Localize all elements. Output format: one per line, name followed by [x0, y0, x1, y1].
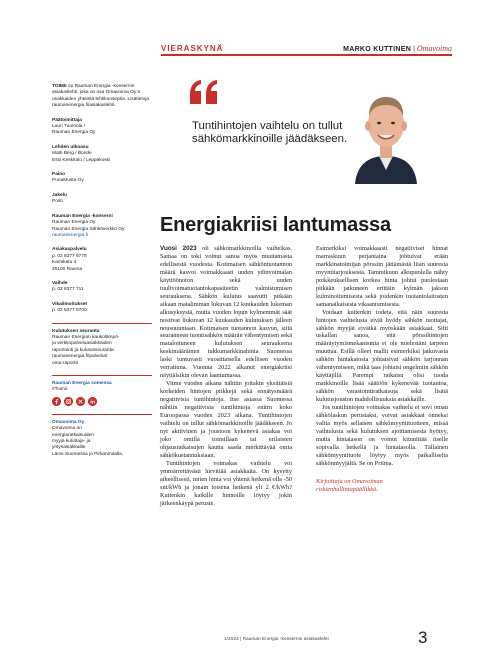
- article-lead-words: Vuosi 2023: [160, 245, 197, 252]
- linkedin-icon[interactable]: [88, 397, 97, 406]
- article-paragraph: Esimerkiksi voimakkaasti negatiiviset hinnat marraskuun perjantaina johtuivat erään markkinatoimijan pörssiin jättämästä liian suuresta myyntitarjouksesta. Tammikuun alkupuolella nähty poikkeuksellisen korkea hinta johtui puolestaan pitkään jatkuneen erittäin kylmän jakson kulminoitumisesta sekä joidenkin tuotantolaitosten samanaikaisesta vikaantumisesta.: [316, 245, 448, 308]
- intro-bold: TOIMII: [52, 84, 67, 89]
- sidebar-switchboard: [52, 281, 152, 294]
- sidebar-editor: [52, 118, 152, 137]
- omavoima-heading: Omavoima Oy: [52, 419, 85, 425]
- omavoima-line: yritysasiakkaille: [52, 445, 86, 451]
- page-number: 3: [418, 628, 428, 647]
- switchboard-line: p. 02 8377 711: [52, 287, 84, 293]
- instagram-icon[interactable]: [64, 397, 73, 406]
- editor-heading: Päätoimittaja: [52, 117, 82, 123]
- article-column-right: [316, 245, 448, 494]
- sidebar-omavoima: [52, 420, 152, 458]
- signature-line: Kirjoittaja on Omavoiman: [316, 477, 383, 485]
- social-heading: Rauman Energia somessa: [52, 381, 112, 386]
- author-header: [343, 44, 452, 53]
- author-signature: [316, 478, 448, 494]
- sidebar-divider: [52, 414, 152, 415]
- layout-line: Matti Berg / Bonde: [52, 151, 92, 157]
- article-paragraph: Viime vuoden aikana nähtiin joitakin yksittäisiä korkeiden hintojen piikkejä sekä ennätysmäärä negatiivisia tuntihintoja. Itse asiassa Suomessa nähtiin negatiivisia tuntihintoja enitrn koko Euroopassa vuoden 2023 aikana. Tuntihintojen vaihtelu on tullut sähkömarkkinoille jäädäkseen. Jo nyt aktiivinen ja joustoon kykenevä asiakas voi jokо omilla toimillaan tai erilaisten ohjausratkaisujen kautta saada merkittävää omia sähkökustannuksiaan.: [160, 380, 292, 459]
- omavoima-line: energiaratkaisuiden: [52, 432, 94, 438]
- sidebar-fault-reports: [52, 302, 152, 315]
- author-photo: [349, 78, 423, 184]
- section-label: VIERASKYNÄ: [161, 44, 224, 53]
- signature-line: riskienhallintapäällikkö.: [316, 485, 378, 493]
- group-website-link[interactable]: raumanenergia.fi: [52, 232, 88, 238]
- sidebar-print: [52, 172, 152, 185]
- print-line: PunaMusta Oy: [52, 178, 84, 184]
- sidebar-customer-service: [52, 247, 152, 273]
- customer-service-heading: Asiakaspalvelu: [52, 247, 87, 253]
- tracking-line: raportointi ja kulutusseuranta:: [52, 347, 115, 353]
- tracking-line: oma-raportit: [52, 360, 78, 366]
- fault-reports-heading: Vikailmoitukset: [52, 301, 88, 307]
- article-paragraph: Tuntihintojen voimakas vaihtelu voi ymmärrettävästi hirvittää asiakkaita. On kysytty aiheellisesti, miten hinta voi yhtenä hetkenä olla -50 snt/kWh ja jonain toisena hetkenä yli 2 €/kWh? Kuitenkin kaikille hinnoille löytyy jokin järkeenkäypä peruste.: [160, 459, 292, 507]
- sidebar-divider: [52, 375, 152, 376]
- sidebar: [52, 84, 152, 466]
- distribution-heading: Jakelu: [52, 192, 67, 198]
- tracking-line: Rauman Energian kaukolämpö-: [52, 334, 120, 340]
- article-column-left: [160, 245, 292, 507]
- customer-service-line: 26100 Rauma: [52, 266, 83, 272]
- distribution-line: Posti: [52, 199, 63, 205]
- switchboard-heading: Vaihde: [52, 280, 68, 286]
- layout-heading: Lehden ulkoasu: [52, 144, 89, 150]
- sidebar-divider: [52, 323, 152, 324]
- sidebar-social: [52, 381, 152, 406]
- pull-quote: Tuntihintojen vaihtelu on tullut sähkömarkkinoille jäädäkseen.: [192, 120, 348, 145]
- editor-line: Rauman Energia Oy: [52, 130, 96, 136]
- header-rule: [161, 54, 452, 56]
- omavoima-line: Omavoima on: [52, 426, 82, 432]
- layout-line: Essi Keskitalo / Leppäkoski: [52, 157, 111, 163]
- sidebar-distribution: [52, 193, 152, 206]
- facebook-icon[interactable]: [52, 397, 61, 406]
- customer-service-line: p. 02 8377 8778: [52, 253, 87, 259]
- footer-text: 1/2024 | Rauman Energia -konsernin asiakaslehti: [224, 637, 329, 642]
- author-name: MARKO KUTTINEN: [343, 46, 412, 53]
- editor-line: Lauri Tuomola /: [52, 124, 86, 130]
- group-line: Rauman Energia Oy: [52, 220, 96, 226]
- article-title: Energiakriisi lantumassa: [160, 214, 391, 236]
- tracking-line: raumanenergia.fi/palvelut/: [52, 354, 108, 360]
- column-name: Omavoima: [416, 44, 452, 53]
- group-line: Rauman Energia Sähköverkko Oy: [52, 226, 125, 232]
- sidebar-group: [52, 214, 152, 240]
- article-paragraph: Voidaan kuitenkin todeta, että näin suuresta hintojen vaihtelusta eivät hyödy sähkön tuottajat, sähkön myyjät eivätkä myöskään asiakkaat. Silti uskallan sanoa, että pörssihintojen määräytymismekanismia ei ole mielestäni tarpeen muuttaa. Esillä olleet mallit esimerkiksi jatkuvasta sähkön hintakatosta johtaisivat sähkön tarjonnan vähentymiseen, mikä taas johtaisi ongelmiin sähkön käyttäjillä. Parempi ratkaisu olisi tuoda markkinoille lisää säätöön kykenevää tuotantoa, sähkön varastointiratkaisuja sekä lisätä kulutusjouston mahdollisuuksia asiakkaille.: [316, 308, 448, 404]
- fault-reports-line: p. 02 8377 8700: [52, 308, 87, 314]
- omavoima-line: Länsi-Suomessa ja Pirkanmaalla.: [52, 451, 124, 457]
- article-paragraph: [160, 245, 292, 380]
- omavoima-line: myyjä kuluttaja- ja: [52, 439, 91, 445]
- x-icon[interactable]: [76, 397, 85, 406]
- tracking-line: ja verkkopalveluasiakkaiden: [52, 341, 112, 347]
- social-icons: [52, 397, 152, 406]
- print-heading: Paino: [52, 172, 66, 178]
- header-separator: |: [413, 46, 415, 53]
- social-tag: #Toimii.: [52, 387, 69, 393]
- tracking-heading: Kulutuksen seuranta: [52, 328, 100, 334]
- quote-mark-icon: [188, 78, 220, 108]
- sidebar-layout: [52, 145, 152, 164]
- group-heading: Rauman Energia -konserni: [52, 213, 113, 219]
- sidebar-intro: [52, 84, 152, 110]
- customer-service-line: Kairakatu 4: [52, 260, 77, 266]
- article-paragraph-text: oli sähkömarkkinoilla vaiheikas. Samaa on toki voinut sanoa myös muutamasta edellisestä vuodesta. Kotimaisen sähköntuotannon määrä kasvoi voimakkaasti uuden ydinvoimalan käyttöönoton sekä uuden tuulivoimatuotantokapasiteetin valmistumisen seurauksena. Sähkön kulutus saavutti pitkään aikaan matalimman lukuvan 12 kuukauden lukeman alkusyksystä, mutta vuoden lopun kylmemmät säät nostivat liukuvan 12 kuukauden kulutuksen jälleen nousuuuntaan. Kotimaisen tuotannon kasvun, siitä seuranneen tuontisähkön määrän vähentymisen sekä mataloituneen kulutuksen seurauksena keskimääräinen tukkumarkkinahinta Suomessa laski tuntuvasti vuosittaisella edellisen vuoden verrattuna. Vuonna 2022 alkanut energiakriisi näyttäisikin olevan laantumassa.: [160, 245, 293, 380]
- intro-text: on Rauman Energia -konsernin asiakaslehti, joka on osa Omavoima Oy:n osakkaiden yhteistä lehtikonseptia. Lisätietoja raumanenergia.fi/asiakaslehti.: [52, 84, 150, 109]
- article-paragraph: Jos tuntihintojen voimakas vaihtelu ei sovi oman sähkölaskun perustaksi, voivat asiakkaat onneksi valita myös sellaisen sähkömyyntituotteen, missä vaihtelusta sekä kulutuksen ajoittamisesta hyötyy, mutta hintatason on voinut kiinnittää itselle sopivalla hetkellä ja hintatasolla. Tällainen sähkömyyntituote löytyy myös paikalliselta sähkönmyyjältä. Se on Priima.: [316, 404, 448, 467]
- sidebar-tracking: [52, 329, 152, 367]
